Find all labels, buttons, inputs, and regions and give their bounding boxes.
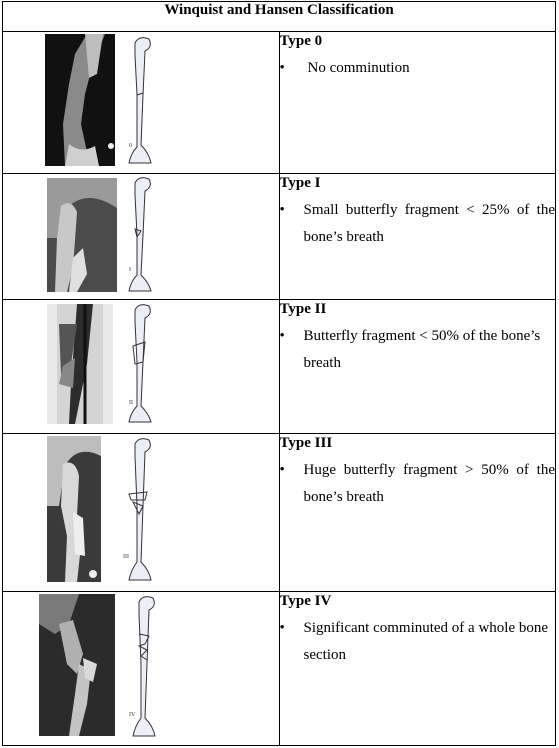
table-title: Winquist and Hansen Classification bbox=[3, 2, 556, 32]
image-cell bbox=[3, 32, 280, 174]
table-row bbox=[3, 300, 556, 434]
bullet-text: Butterfly fragment < 50% of the bone’s breath bbox=[303, 328, 541, 371]
type-title: Type II bbox=[279, 301, 327, 317]
xray-image-type-0 bbox=[45, 34, 115, 166]
description-cell bbox=[279, 434, 556, 592]
femur-diagram-type-4 bbox=[127, 594, 167, 740]
diagram-label: 0 bbox=[129, 143, 132, 149]
type-title: Type I bbox=[279, 175, 321, 191]
bullet-icon: • bbox=[279, 462, 285, 478]
type-title: Type IV bbox=[279, 593, 332, 609]
bullet-text: Significant comminuted of a whole bone section bbox=[303, 620, 549, 663]
xray-image-type-1 bbox=[47, 178, 117, 292]
xray-image-type-4 bbox=[39, 594, 115, 736]
diagram-label: III bbox=[123, 554, 129, 560]
image-cell bbox=[3, 300, 280, 434]
bullet-item bbox=[280, 615, 556, 669]
description-cell bbox=[279, 174, 556, 300]
bullet-text: No comminution bbox=[307, 60, 410, 76]
image-cell bbox=[3, 592, 280, 746]
table-row bbox=[3, 174, 556, 300]
bullet-item bbox=[280, 197, 556, 251]
image-cell bbox=[3, 434, 280, 592]
table-row bbox=[3, 592, 556, 746]
bullet-text: Huge butterfly fragment > 50% of the bone’s breath bbox=[303, 462, 555, 505]
description-cell bbox=[279, 300, 556, 434]
description-cell bbox=[279, 32, 556, 174]
xray-image-type-3 bbox=[47, 436, 101, 582]
classification-table bbox=[2, 1, 556, 746]
bullet-item bbox=[280, 457, 556, 511]
image-cell bbox=[3, 174, 280, 300]
femur-diagram-type-2 bbox=[123, 302, 163, 428]
bullet-item bbox=[280, 323, 556, 377]
bullet-icon: • bbox=[279, 202, 285, 218]
femur-diagram-type-1 bbox=[123, 175, 163, 297]
femur-diagram-type-0 bbox=[123, 35, 163, 169]
bullet-icon: • bbox=[279, 60, 285, 76]
femur-diagram-type-3 bbox=[121, 436, 163, 586]
diagram-label: IV bbox=[129, 712, 136, 718]
type-title: Type III bbox=[279, 435, 333, 451]
bullet-text: Small butterfly fragment < 25% of the bone’s breath bbox=[303, 202, 555, 245]
xray-image-type-2 bbox=[47, 304, 113, 424]
diagram-label: I bbox=[129, 267, 131, 273]
description-cell bbox=[279, 592, 556, 746]
bullet-icon: • bbox=[279, 328, 285, 344]
bullet-item bbox=[280, 55, 556, 82]
type-title: Type 0 bbox=[279, 33, 323, 49]
table-row bbox=[3, 32, 556, 174]
table-row bbox=[3, 434, 556, 592]
diagram-label: II bbox=[129, 400, 133, 406]
bullet-icon: • bbox=[279, 620, 285, 636]
